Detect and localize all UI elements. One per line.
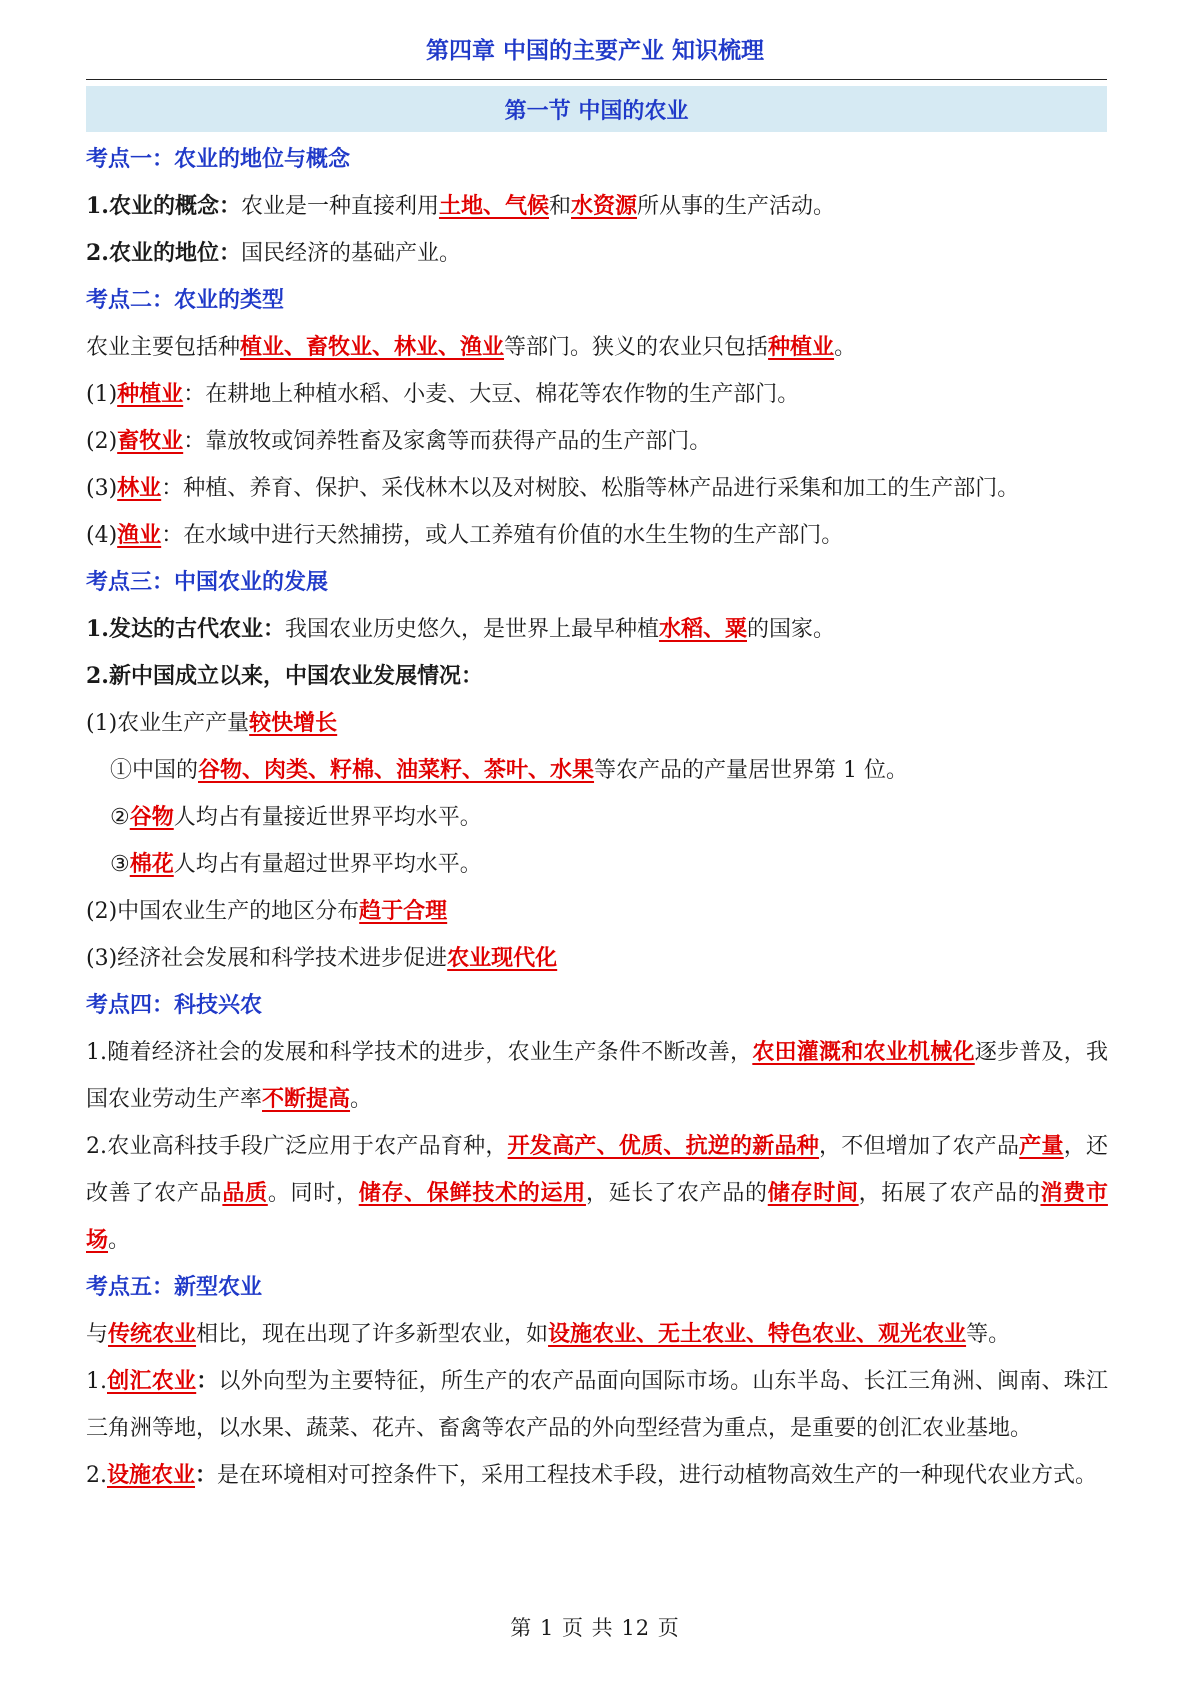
text: (2)中国农业生产的地区分布 bbox=[86, 899, 360, 924]
kp1-status-lead: 2.农业的地位： bbox=[86, 240, 241, 266]
text: ： bbox=[196, 1368, 219, 1394]
kp1-status bbox=[86, 230, 1108, 277]
kp2-item-2 bbox=[86, 418, 1108, 465]
highlight: 设施农业、无土农业、特色农业、观光农业 bbox=[548, 1321, 967, 1347]
kp5-para-1 bbox=[86, 1358, 1108, 1452]
page-footer: 第 1 页 共 12 页 bbox=[510, 1616, 680, 1640]
kp3-modern-lead: 2.新中国成立以来，中国农业发展情况： bbox=[86, 663, 483, 689]
kp3-sub-1 bbox=[86, 700, 1108, 747]
text: 2.农业高科技手段广泛应用于农产品育种， bbox=[86, 1134, 508, 1159]
text: 等农产品的产量居世界第 1 位。 bbox=[594, 758, 909, 783]
item-number: (2) bbox=[86, 429, 118, 454]
highlight: 种植业 bbox=[117, 381, 184, 407]
kp3-circle-1 bbox=[86, 747, 1108, 794]
highlight: 品质 bbox=[222, 1180, 268, 1206]
text: ：在水域中进行天然捕捞，或人工养殖有价值的水生生物的生产部门。 bbox=[161, 523, 844, 548]
kp3-ancient bbox=[86, 606, 1108, 653]
highlight: 创汇农业 bbox=[107, 1368, 197, 1394]
text: ② bbox=[110, 805, 130, 830]
kp3-sub-2 bbox=[86, 888, 1108, 935]
text: 。 bbox=[108, 1228, 131, 1253]
text: (3)经济社会发展和科学技术进步促进 bbox=[86, 946, 448, 971]
chapter-title: 第四章 中国的主要产业 知识梳理 bbox=[425, 38, 764, 64]
highlight: 开发高产、优质、抗逆的新品种 bbox=[507, 1133, 820, 1159]
highlight: 产量 bbox=[1019, 1133, 1064, 1159]
highlight: 消费市场 bbox=[86, 1180, 1108, 1253]
highlight: 林业 bbox=[117, 475, 162, 501]
section-banner bbox=[86, 86, 1107, 132]
text: ： bbox=[195, 1462, 218, 1488]
kp4-para-2 bbox=[86, 1123, 1108, 1264]
highlight: 畜牧业 bbox=[117, 428, 184, 454]
item-number: (1) bbox=[86, 382, 118, 407]
text: 。同时， bbox=[267, 1181, 359, 1206]
highlight: 较快增长 bbox=[249, 710, 338, 736]
highlight: 种植业 bbox=[768, 334, 835, 360]
text: ，拓展了农产品的 bbox=[858, 1181, 1041, 1206]
text: 等。 bbox=[966, 1322, 1011, 1347]
kp1-concept bbox=[86, 183, 1108, 230]
text: ，延长了农产品的 bbox=[585, 1181, 768, 1206]
highlight: 谷物、肉类、籽棉、油菜籽、茶叶、水果 bbox=[198, 757, 595, 783]
highlight: 储存时间 bbox=[767, 1180, 859, 1206]
kp3-ancient-lead: 1.发达的古代农业： bbox=[86, 616, 285, 642]
highlight: 趋于合理 bbox=[359, 898, 448, 924]
highlight: 水资源 bbox=[571, 193, 638, 219]
item-number: (3) bbox=[86, 476, 118, 501]
highlight: 植业、畜牧业、林业、渔业 bbox=[240, 334, 505, 360]
kp5-intro bbox=[86, 1311, 1108, 1358]
text: 的国家。 bbox=[747, 617, 836, 642]
text: ③ bbox=[110, 852, 130, 877]
text: ：靠放牧或饲养牲畜及家禽等而获得产品的生产部门。 bbox=[183, 429, 712, 454]
highlight: 储存、保鲜技术的运用 bbox=[358, 1180, 586, 1206]
highlight: 农田灌溉和农业机械化 bbox=[752, 1039, 975, 1065]
text: 农业是一种直接利用 bbox=[240, 194, 439, 219]
text: 。 bbox=[350, 1087, 373, 1112]
kp3-sub-3 bbox=[86, 935, 1108, 982]
text: 是在环境相对可控条件下，采用工程技术手段，进行动植物高效生产的一种现代农业方式。 bbox=[217, 1463, 1098, 1488]
kp2-item-3 bbox=[86, 465, 1108, 512]
section-title: 第一节 中国的农业 bbox=[504, 98, 689, 124]
text: 人均占有量接近世界平均水平。 bbox=[173, 805, 482, 830]
highlight: 设施农业 bbox=[107, 1462, 196, 1488]
highlight: 不断提高 bbox=[262, 1086, 351, 1112]
text: 2. bbox=[86, 1463, 107, 1488]
kp3-circle-3 bbox=[86, 841, 1108, 888]
text: 人均占有量超过世界平均水平。 bbox=[173, 852, 482, 877]
text: ：在耕地上种植水稻、小麦、大豆、棉花等农作物的生产部门。 bbox=[183, 382, 800, 407]
kp2-intro bbox=[86, 324, 1108, 371]
text: ，不但增加了农产品 bbox=[819, 1134, 1020, 1159]
text: 国民经济的基础产业。 bbox=[240, 241, 461, 266]
kp3-circle-2 bbox=[86, 794, 1108, 841]
text: 。 bbox=[834, 335, 857, 360]
kp5-heading: 考点五：新型农业 bbox=[86, 1275, 263, 1300]
kp2-item-4 bbox=[86, 512, 1108, 559]
kp3-modern bbox=[86, 653, 1108, 700]
highlight: 渔业 bbox=[117, 522, 162, 548]
text: (1)农业生产产量 bbox=[86, 711, 250, 736]
text: 相比，现在出现了许多新型农业，如 bbox=[196, 1322, 549, 1347]
text: 与 bbox=[86, 1322, 109, 1347]
text: 1.随着经济社会的发展和科学技术的进步，农业生产条件不断改善， bbox=[86, 1040, 753, 1065]
title-divider bbox=[86, 79, 1107, 80]
text: ①中国的 bbox=[110, 758, 199, 783]
item-number: (4) bbox=[86, 523, 118, 548]
kp4-heading: 考点四：科技兴农 bbox=[86, 993, 263, 1018]
highlight: 棉花 bbox=[129, 851, 174, 877]
text: 所从事的生产活动。 bbox=[637, 194, 836, 219]
text: 和 bbox=[549, 194, 572, 219]
kp1-concept-lead: 1.农业的概念： bbox=[86, 193, 241, 219]
text: 我国农业历史悠久，是世界上最早种植 bbox=[284, 617, 659, 642]
kp1-heading: 考点一：农业的地位与概念 bbox=[86, 147, 351, 172]
highlight: 传统农业 bbox=[108, 1321, 197, 1347]
kp4-para-1 bbox=[86, 1029, 1108, 1123]
kp3-heading: 考点三：中国农业的发展 bbox=[86, 570, 329, 595]
text: 以外向型为主要特征，所生产的农产品面向国际市场。山东半岛、长江三角洲、闽南、珠江三角洲等地，以水果、蔬菜、花卉、畜禽等农产品的外向型经营为重点，是重要的创汇农业基地。 bbox=[86, 1369, 1108, 1441]
highlight: 水稻、粟 bbox=[658, 616, 747, 642]
highlight: 土地、气候 bbox=[438, 193, 549, 219]
kp2-heading: 考点二：农业的类型 bbox=[86, 288, 285, 313]
text: 等部门。狭义的农业只包括 bbox=[504, 335, 769, 360]
text: 逐步普及，我国农业劳动生产率 bbox=[86, 1040, 1108, 1112]
text: ，还改善了农产品 bbox=[86, 1134, 1108, 1206]
highlight: 农业现代化 bbox=[447, 945, 558, 971]
text: 1. bbox=[86, 1369, 107, 1394]
document-body bbox=[86, 136, 1108, 1499]
kp5-para-2 bbox=[86, 1452, 1108, 1499]
text: 农业主要包括种 bbox=[86, 335, 241, 360]
highlight: 谷物 bbox=[129, 804, 174, 830]
text: ：种植、养育、保护、采伐林木以及对树胶、松脂等林产品进行采集和加工的生产部门。 bbox=[161, 476, 1020, 501]
kp2-item-1 bbox=[86, 371, 1108, 418]
